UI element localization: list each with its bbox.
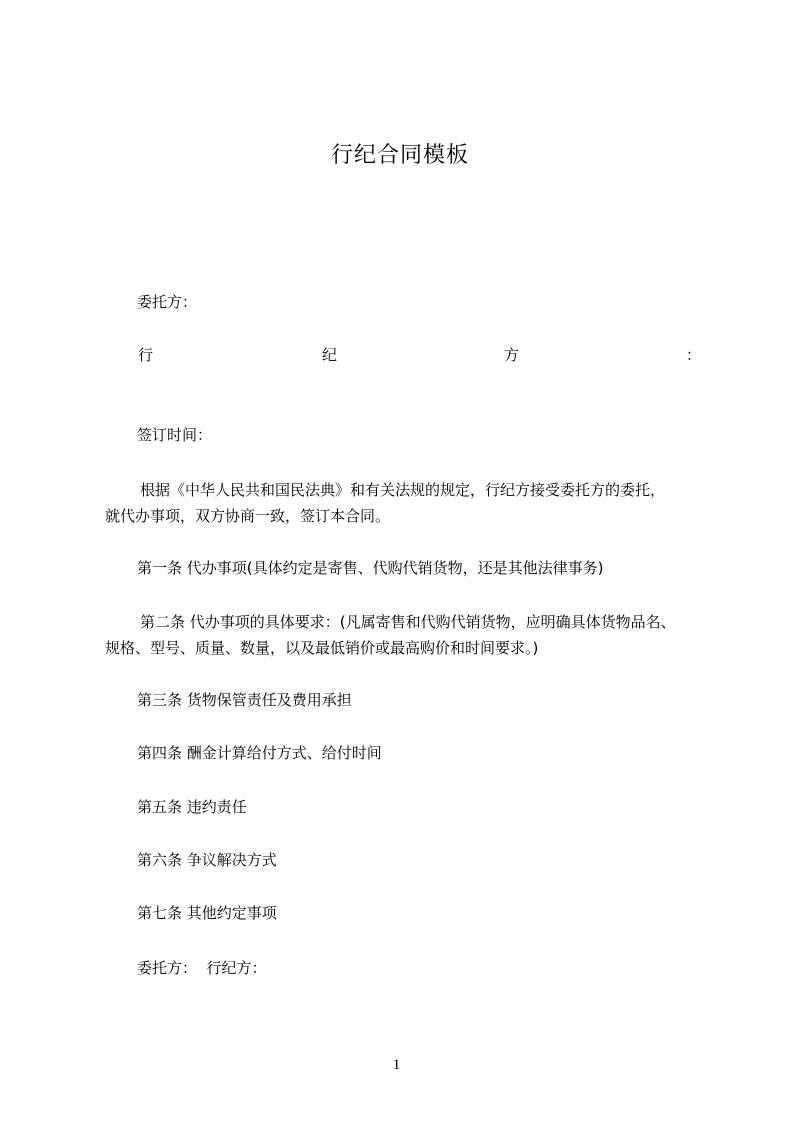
article-3: 第三条 货物保管责任及费用承担 — [137, 691, 352, 709]
article-7: 第七条 其他约定事项 — [137, 904, 277, 922]
intro-line-1: 根据《中华人民共和国民法典》和有关法规的规定，行纪方接受委托方的委托， — [140, 481, 666, 499]
intro-line-2: 就代办事项，双方协商一致，签订本合同。 — [105, 507, 391, 525]
client-label: 委托方： — [137, 293, 198, 311]
article-5: 第五条 违约责任 — [137, 798, 247, 816]
article-6: 第六条 争议解决方式 — [137, 851, 277, 869]
agent-label-colon: ： — [686, 346, 702, 364]
article-4: 第四条 酬金计算给付方式、给付时间 — [137, 744, 382, 762]
article-2-line-1: 第二条 代办事项的具体要求：(凡属寄售和代购代销货物，应明确具体货物品名、 — [140, 613, 676, 631]
signature-block: 委托方： 行纪方： — [137, 959, 267, 977]
page-number: 1 — [392, 1057, 401, 1073]
article-2-line-2: 规格、型号、质量、数量，以及最低销价或最高购价和时间要求。) — [105, 639, 539, 657]
agent-label — [138, 345, 702, 365]
signing-time-label: 签订时间： — [137, 426, 213, 444]
article-1: 第一条 代办事项(具体约定是寄售、代购代销货物，还是其他法律事务) — [137, 559, 604, 577]
agent-label-char-3: 方 — [504, 346, 520, 364]
agent-label-char-1: 行 — [138, 346, 154, 364]
agent-label-char-2: 纪 — [322, 346, 338, 364]
document-title: 行纪合同模板 — [330, 143, 469, 168]
